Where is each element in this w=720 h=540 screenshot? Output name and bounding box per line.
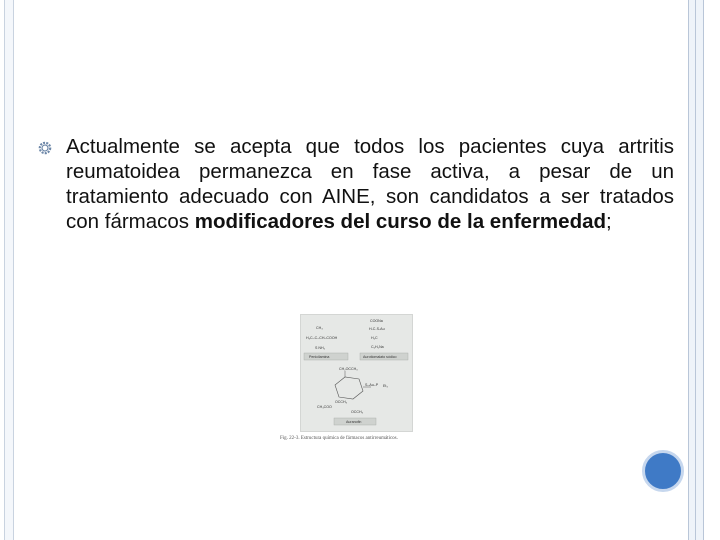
right-frame-line bbox=[695, 0, 696, 540]
label-ch3: CH₃ bbox=[316, 326, 323, 330]
label-o2: OCCH₃ bbox=[351, 410, 364, 414]
bullet-text-end: ; bbox=[606, 210, 612, 233]
label-h2c: H₂C bbox=[371, 336, 378, 340]
chemical-structure-figure bbox=[300, 314, 413, 432]
label-s-au: S–Au–P bbox=[365, 383, 379, 387]
label-coona2: C₆H₅Na bbox=[371, 345, 384, 349]
label-o1: OCCH₃ bbox=[335, 400, 348, 404]
label-coona: COONa bbox=[370, 319, 383, 323]
bullet-item bbox=[38, 134, 674, 234]
label-box-left: Penicilamina bbox=[309, 355, 330, 359]
right-frame-border bbox=[688, 0, 704, 540]
label-et: Et₃ bbox=[383, 384, 388, 388]
bullet-paragraph bbox=[66, 134, 674, 234]
label-ch3coo: CH₃COO bbox=[317, 405, 332, 409]
bullet-text-regular: Actualmente se acepta que todos los pacientes cuya artritis reumatoidea permanezca en fase activa, a pesar de un tratamiento adecuado con AINE, son candidatos a ser tratados con fármacos bbox=[66, 135, 674, 233]
bullet-text-bold: modificadores del curso de la enfermedad bbox=[194, 210, 607, 233]
label-nh2: S NH₂ bbox=[315, 346, 325, 350]
figure-caption: Fig. 22-3. Estructura química de fármacos antirreumáticos. bbox=[280, 436, 398, 441]
label-box-right: Aurotiomalato sódico bbox=[363, 355, 397, 359]
decorative-circle bbox=[642, 450, 684, 492]
label-box-bottom: Auranofin bbox=[346, 420, 362, 424]
label-formula-left: H₃C–C–CH–COOH bbox=[306, 336, 338, 340]
gear-bullet-icon bbox=[38, 134, 66, 234]
left-frame-border bbox=[4, 0, 14, 540]
label-ring-top: CH₂OCCH₃ bbox=[339, 367, 358, 371]
label-chain: H-C-S-Au bbox=[369, 327, 385, 331]
